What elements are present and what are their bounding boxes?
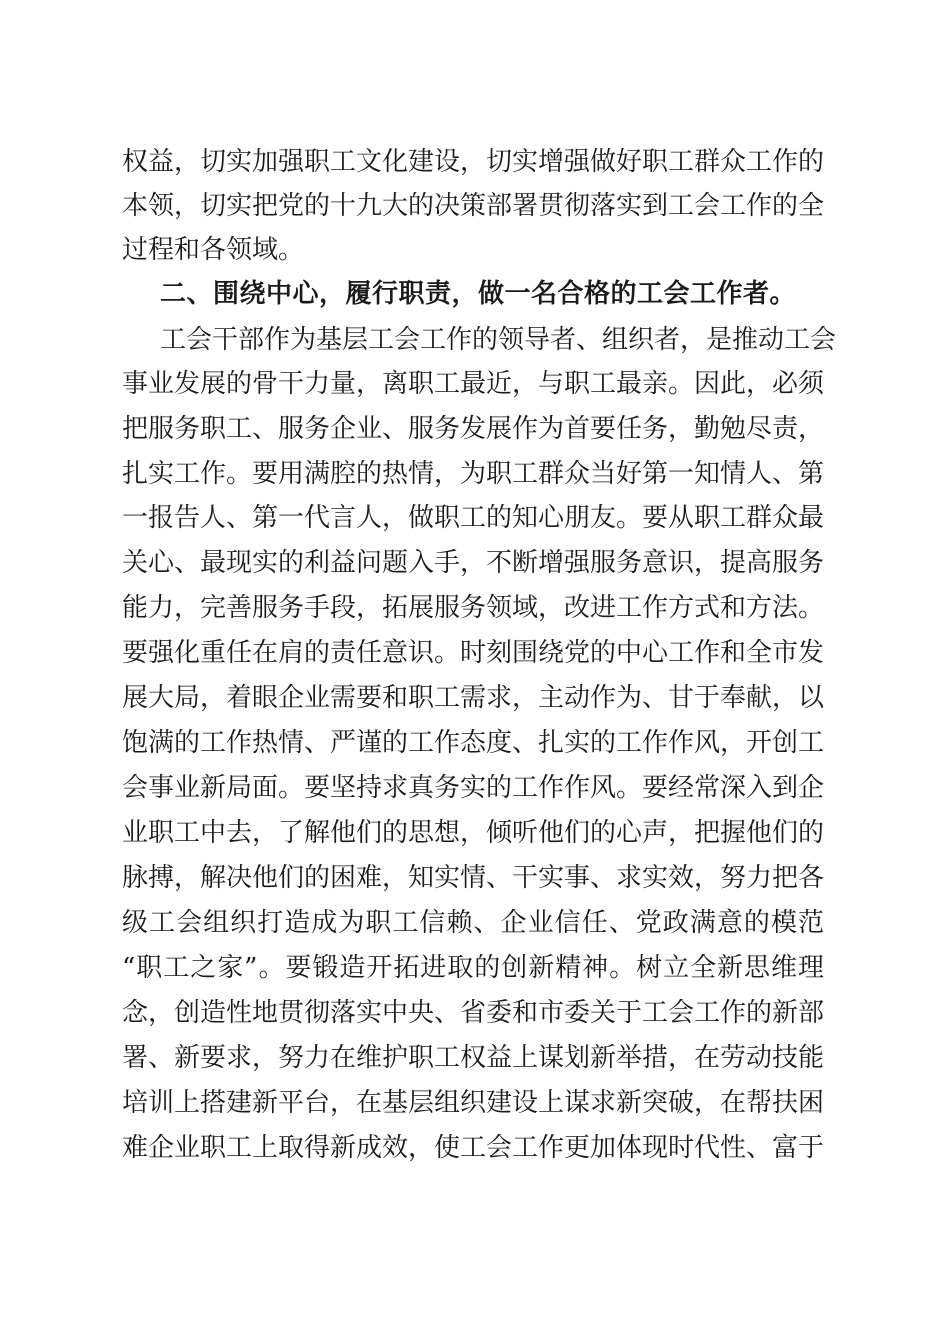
paragraph-line: 难企业职工上取得新成效，使工会工作更加体现时代性、富于 [122,1133,825,1163]
paragraph-line: 过程和各领域。 [122,235,305,265]
paragraph-line: 署、新要求，努力在维护职工权益上谋划新举措，在劳动技能 [122,1043,825,1073]
paragraph-line: 念，创造性地贯彻落实中央、省委和市委关于工会工作的新部 [122,998,825,1028]
paragraph-line: 事业发展的骨干力量，离职工最近，与职工最亲。因此，必须 [122,369,825,399]
paragraph-line: 会事业新局面。要坚持求真务实的工作作风。要经常深入到企 [122,773,825,803]
paragraph-line: 能力，完善服务手段，拓展服务领域，改进工作方式和方法。 [122,593,825,623]
paragraph-line: “职工之家”。要锻造开拓进取的创新精神。树立全新思维理 [122,953,824,983]
paragraph-line: 工会干部作为基层工会工作的领导者、组织者，是推动工会 [160,325,837,355]
section-heading: 二、围绕中心，履行职责，做一名合格的工会工作者。 [160,279,797,309]
paragraph-line: 本领，切实把党的十九大的决策部署贯彻落实到工会工作的全 [122,191,825,221]
paragraph-line: 培训上搭建新平台，在基层组织建设上谋求新突破，在帮扶困 [122,1088,825,1118]
paragraph-line: 展大局，着眼企业需要和职工需求，主动作为、甘于奉献，以 [122,683,825,713]
paragraph-line: 脉搏，解决他们的困难，知实情、干实事、求实效，努力把各 [122,863,825,893]
paragraph-line: 级工会组织打造成为职工信赖、企业信任、党政满意的模范 [122,908,824,938]
paragraph-line: 权益，切实加强职工文化建设，切实增强做好职工群众工作的 [122,147,825,177]
paragraph-line: 要强化重任在肩的责任意识。时刻围绕党的中心工作和全市发 [122,638,825,668]
paragraph-line: 关心、最现实的利益问题入手，不断增强服务意识，提高服务 [122,548,825,578]
paragraph-line: 扎实工作。要用满腔的热情，为职工群众当好第一知情人、第 [122,459,825,489]
paragraph-line: 把服务职工、服务企业、服务发展作为首要任务，勤勉尽责， [122,414,825,444]
paragraph-line: 一报告人、第一代言人，做职工的知心朋友。要从职工群众最 [122,503,825,533]
paragraph-line: 业职工中去，了解他们的思想，倾听他们的心声，把握他们的 [122,818,825,848]
paragraph-line: 饱满的工作热情、严谨的工作态度、扎实的工作作风，开创工 [122,728,825,758]
